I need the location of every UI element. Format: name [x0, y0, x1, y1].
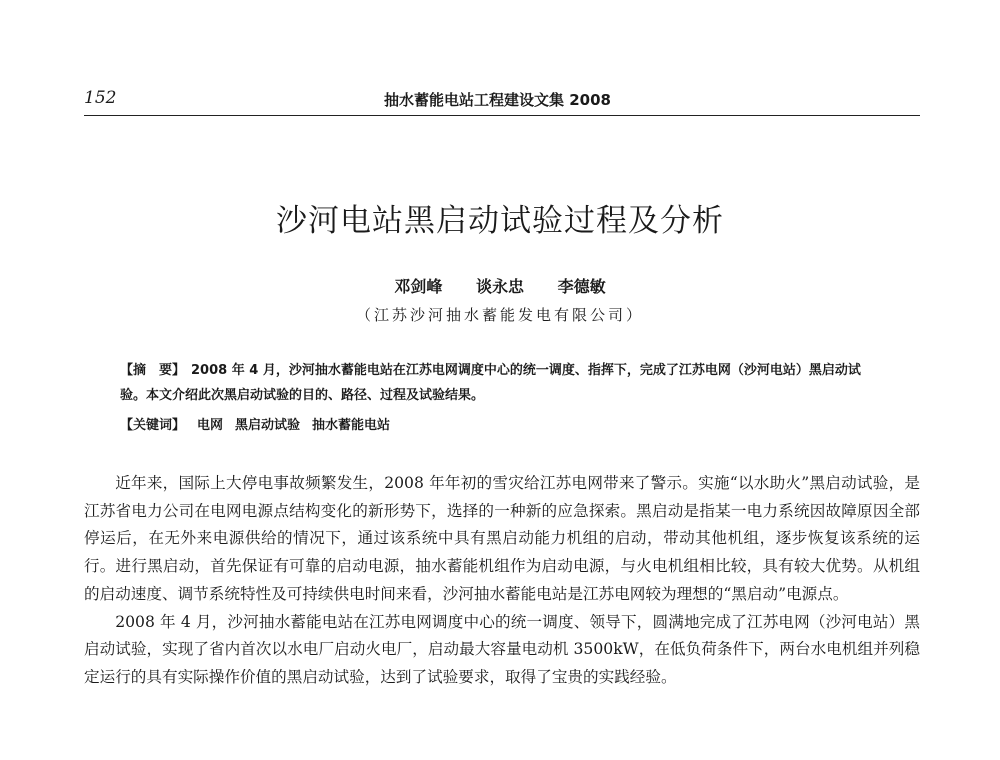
keyword: 黑启动试验 — [235, 418, 301, 433]
author-list — [0, 274, 1000, 297]
author: 邓剑峰 — [394, 277, 443, 296]
author: 谈永忠 — [475, 277, 524, 296]
keyword: 电网 — [197, 418, 224, 433]
keywords-label: 【关键词】 — [120, 418, 186, 433]
affiliation: （江苏沙河抽水蓄能发电有限公司） — [355, 306, 644, 324]
author: 李德敏 — [557, 277, 606, 296]
abstract — [120, 358, 880, 408]
keywords — [120, 414, 880, 433]
paragraph: 近年来，国际上大停电事故频繁发生，2008 年年初的雪灾给江苏电网带来了警示。实施“以水助火”黑启动试验，是江苏省电力公司在电网电源点结构变化的新形势下，选择的一种新的应急探索。黑启动是指某一电力系统因故障原因全部停运后，在无外来电源供给的情况下，通过该系统中具有黑启动能力机组的启动，带动其他机组，逐步恢复该系统的运行。进行黑启动，首先保证有可靠的启动电源，抽水蓄能机组作为启动电源，与火电机组相比较，具有较大优势。从机组的启动速度、调节系统特性及可持续供电时间来看，沙河抽水蓄能电站是江苏电网较为理想的“黑启动”电源点。 — [84, 474, 920, 603]
header-rule — [84, 115, 920, 116]
abstract-label: 【摘 要】 — [120, 363, 186, 378]
abstract-text: 2008 年 4 月，沙河抽水蓄能电站在江苏电网调度中心的统一调度、指挥下，完成了江苏电网（沙河电站）黑启动试验。本文介绍此次黑启动试验的目的、路径、过程及试验结果。 — [120, 363, 861, 403]
article-title: 沙河电站黑启动试验过程及分析 — [276, 203, 724, 239]
paragraph: 2008 年 4 月，沙河抽水蓄能电站在江苏电网调度中心的统一调度、领导下，圆满地完成了江苏电网（沙河电站）黑启动试验，实现了省内首次以水电厂启动火电厂，启动最大容量电动机 3500kW，在低负荷条件下，两台水电机组并列稳定运行的具有实际操作价值的黑启动试验，达到了试验要求，取得了宝贵的实践经验。 — [84, 612, 920, 686]
running-title: 抽水蓄能电站工程建设文集 2008 — [384, 91, 611, 109]
page-header — [84, 86, 920, 116]
page-number: 152 — [84, 88, 117, 108]
keyword: 抽水蓄能电站 — [312, 418, 391, 433]
body-text — [84, 470, 920, 692]
